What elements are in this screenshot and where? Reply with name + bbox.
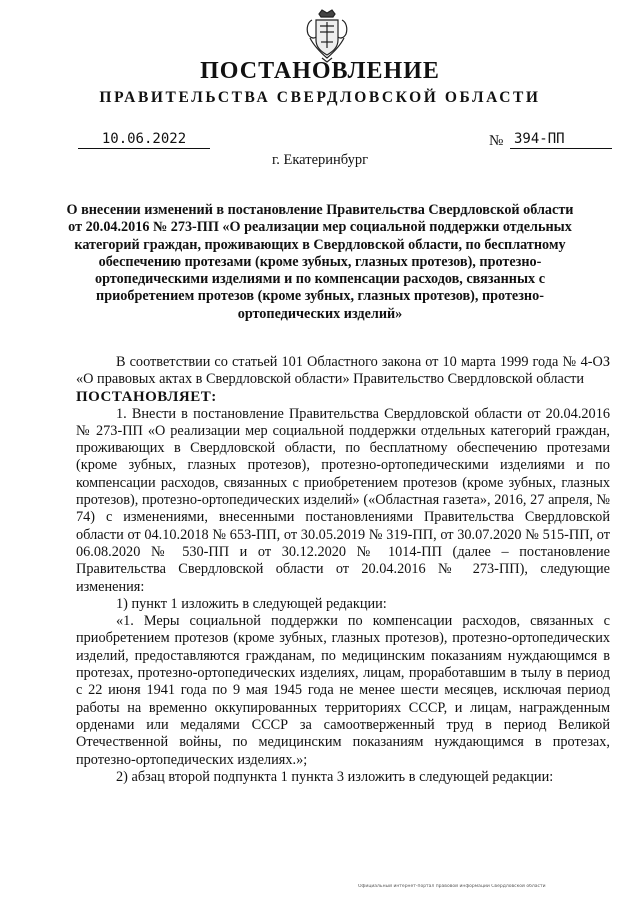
coat-of-arms-icon: [302, 8, 352, 64]
paragraph-4: 2) абзац второй подпункта 1 пункта 3 изложить в следующей редакции:: [116, 768, 554, 785]
document-type-title: ПОСТАНОВЛЕНИЕ: [200, 58, 440, 84]
preamble-paragraph: В соответствии со статьей 101 Областного закона от 10 марта 1999 года № 4-ОЗ «О правовых актах в Свердловской области» Правительство Свердловской области: [76, 354, 610, 388]
paragraph-2: 1) пункт 1 изложить в следующей редакции:: [116, 595, 387, 612]
resolve-heading: ПОСТАНОВЛЯЕТ:: [76, 388, 217, 405]
document-body: [76, 354, 610, 786]
issuing-authority: ПРАВИТЕЛЬСТВА СВЕРДЛОВСКОЙ ОБЛАСТИ: [99, 89, 541, 106]
number-label: №: [489, 133, 504, 149]
document-date: 10.06.2022: [78, 131, 210, 149]
paragraph-1: 1. Внести в постановление Правительства Свердловской области от 20.04.2016 № 273-ПП «О реализации мер социальной поддержки отдельных категорий граждан, проживающих в Свердловской области, по бесплатному обеспечению протезами (кроме зубных, глазных протезов), протезно-ортопедическими изделиями и по компенсации расходов, связанных с приобретением протезов (кроме зубных, глазных протезов), протезно-ортопедических изделий» («Областная газета», 2016, 27 апреля, № 74) с изменениями, внесенными постановлениями Правительства Свердловской области от 04.10.2018 № 653-ПП, от 30.05.2019 № 319-ПП, от 30.07.2020 № 515-ПП, от 06.08.2020 № 530-ПП и от 30.12.2020 № 1014-ПП (далее – постановление Правительства Свердловской области от 20.04.2016 № 273-ПП), следующие изменения:: [76, 405, 610, 595]
document-number: 394-ПП: [510, 131, 612, 149]
paragraph-3: «1. Меры социальной поддержки по компенсации расходов, связанных с приобретением протезов (кроме зубных, глазных протезов), протезно-ортопедических изделий, предоставляются гражданам, по медицинским показаниям нуждающимся в протезах, протезно-ортопедических изделиях, лицам, проработавшим в тылу в период с 22 июня 1941 года по 9 мая 1945 года не менее шести месяцев, исключая период работы на временно оккупированных территориях СССР, и лицам, награжденным орденами или медалями СССР за самоотверженный труд в период Великой Отечественной войны, по медицинским показаниям нуждающимся в протезах, протезно-ортопедических изделиях.»;: [76, 613, 610, 768]
footer-note: Официальный интернет-портал правовой информации Свердловской области: [358, 884, 546, 889]
document-heading: О внесении изменений в постановление Правительства Свердловской области от 20.04.2016 № 273-ПП «О реализации мер социальной поддержки отдельных категорий граждан, проживающих в Свердловской области, по бесплатному обеспечению протезами (кроме зубных, глазных протезов), протезно-ортопедическими изделиями и по компенсации расходов, связанных с приобретением протезов (кроме зубных, глазных протезов), протезно-ортопедических изделий»: [66, 202, 574, 322]
city: г. Екатеринбург: [271, 152, 369, 168]
